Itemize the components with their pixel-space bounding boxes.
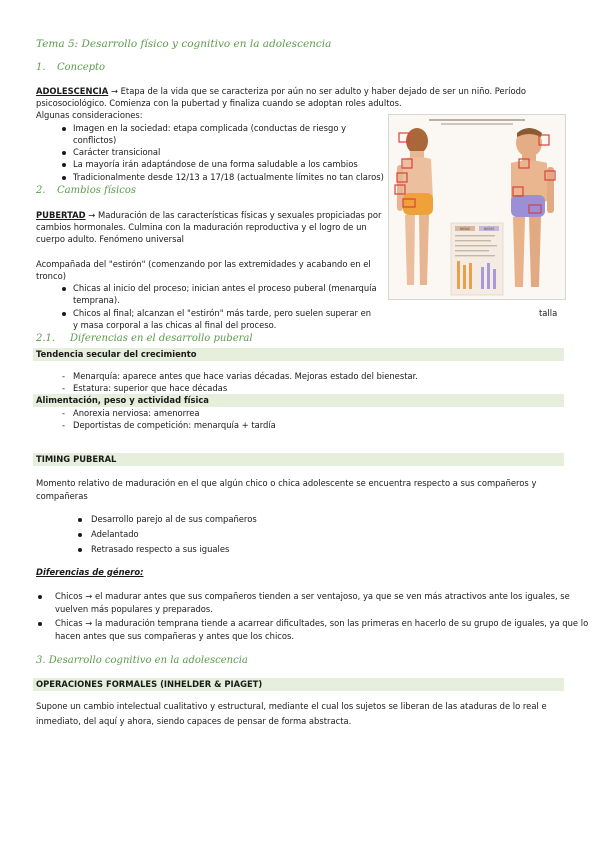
adolescencia-def2: psicosociológico. Comienza con la pubertad y finaliza cuando se adoptan roles adultos.	[36, 98, 402, 108]
adolescencia-line1	[36, 85, 526, 98]
gender-differences-heading: Diferencias de género:	[36, 567, 144, 577]
bullet-icon	[78, 518, 82, 522]
arrow-icon: →	[110, 86, 118, 96]
consideration-item: Tradicionalmente desde 12/13 a 17/18 (actualmente límites no tan claros)	[73, 172, 384, 182]
consideration-item: conflictos)	[73, 135, 117, 145]
timing-def2: compañeras	[36, 491, 88, 501]
bullet-icon	[62, 127, 66, 131]
boys-column-label: NIÑOS	[483, 227, 495, 231]
section1-heading: Concepto	[57, 62, 106, 73]
considerations-label: Algunas consideraciones:	[36, 110, 143, 120]
chicas-line1	[55, 617, 588, 630]
dash-icon: -	[62, 420, 66, 430]
chicos-label: Chicos	[55, 591, 83, 601]
nutrition-heading: Alimentación, peso y actividad física	[36, 395, 209, 405]
adolescencia-term: ADOLESCENCIA	[36, 86, 109, 96]
secular-item: Menarquía: aparece antes que hace varias décadas. Mejoras estado del bienestar.	[73, 371, 418, 381]
bullet-icon	[38, 622, 42, 626]
adolescencia-def1: Etapa de la vida que se caracteriza por aún no ser adulto y haber dejado de ser un niño. Período	[117, 86, 527, 96]
section2-heading: Cambios físicos	[57, 185, 137, 196]
bullet-icon	[62, 151, 66, 155]
chicas-label: Chicas	[55, 618, 83, 628]
girls-column-label: NIÑAS	[460, 227, 470, 231]
formal-operations-text2: inmediato, del aquí y ahora, siendo capaces de pensar de forma abstracta.	[36, 716, 352, 726]
estiron-line1: Acompañada del "estirón" (comenzando por las extremidades y acabando en el	[36, 259, 371, 269]
chicos-estiron-right: talla	[539, 308, 558, 318]
chicas-text1: la maduración temprana tiende a acarrear dificultades, son las primeras en hacerlo de su grupo de iguales, ya que lo	[92, 618, 589, 628]
section21-heading: Diferencias en el desarrollo puberal	[70, 333, 253, 344]
arrow-icon: →	[85, 591, 93, 601]
arrow-icon: →	[88, 210, 96, 220]
section2-number: 2.	[36, 185, 46, 196]
dash-icon: -	[62, 408, 66, 418]
pubertad-def2: cambios hormonales. Culmina con la maduración reproductiva y el logro de un	[36, 222, 367, 232]
arrow-icon: →	[85, 618, 93, 628]
development-stage-chart	[451, 223, 503, 295]
section3-heading: 3. Desarrollo cognitivo en la adolescencia	[36, 655, 248, 666]
bullet-icon	[62, 287, 66, 291]
bullet-icon	[38, 595, 42, 599]
document-title: Tema 5: Desarrollo físico y cognitivo en la adolescencia	[36, 38, 332, 50]
timing-item: Retrasado respecto a sus iguales	[91, 544, 230, 554]
secular-item: Estatura: superior que hace décadas	[73, 383, 228, 393]
nutrition-item: Anorexia nerviosa: amenorrea	[73, 408, 200, 418]
pubertad-term: PUBERTAD	[36, 210, 86, 220]
bullet-icon	[62, 176, 66, 180]
bullet-icon	[78, 533, 82, 537]
formal-operations-heading: OPERACIONES FORMALES (INHELDER & PIAGET)	[36, 679, 263, 689]
chicas-estiron-line1: Chicas al inicio del proceso; inician antes el proceso puberal (menarquía	[73, 283, 377, 293]
chicos-text1: el madurar antes que sus compañeros tienden a ser ventajoso, ya que se ven más atractivos ante los iguales, se	[92, 591, 570, 601]
timing-def1: Momento relativo de maduración en el que algún chico o chica adolescente se encuentra respecto a sus compañeros y	[36, 478, 537, 488]
pubertad-line1	[36, 209, 381, 222]
bullet-icon	[62, 312, 66, 316]
boy-figure	[511, 128, 554, 287]
consideration-item: Carácter transicional	[73, 147, 161, 157]
puberty-body-illustration	[388, 114, 566, 300]
section21-number: 2.1.	[36, 333, 56, 344]
chicos-estiron-line1: Chicos al final; alcanzan el "estirón" más tarde, pero suelen superar en	[73, 308, 372, 318]
estiron-line2: tronco)	[36, 271, 66, 281]
pubertad-def1: Maduración de las características físicas y sexuales propiciadas por	[95, 210, 382, 220]
chicas-line2: hacen antes que sus compañeras y antes que los chicos.	[55, 631, 295, 641]
consideration-item: La mayoría irán adaptándose de una forma saludable a los cambios	[73, 159, 358, 169]
chicos-estiron-line2: y masa corporal a las chicas al final del proceso.	[73, 320, 277, 330]
body-diagram-svg	[389, 115, 565, 299]
secular-trend-heading: Tendencia secular del crecimiento	[36, 349, 197, 359]
dash-icon: -	[62, 383, 66, 393]
chicos-line2: vuelven más populares y preparados.	[55, 604, 213, 614]
section1-number: 1.	[36, 62, 46, 73]
timing-item: Desarrollo parejo al de sus compañeros	[91, 514, 257, 524]
timing-item: Adelantado	[91, 529, 139, 539]
chicas-estiron-line2: temprana).	[73, 295, 120, 305]
timing-heading: TIMING PUBERAL	[36, 454, 117, 464]
dash-icon: -	[62, 371, 66, 381]
consideration-item: Imagen en la sociedad: etapa complicada (conductas de riesgo y	[73, 123, 347, 133]
bullet-icon	[78, 548, 82, 552]
nutrition-item: Deportistas de competición: menarquía + tardía	[73, 420, 276, 430]
pubertad-def3: cuerpo adulto. Fenómeno universal	[36, 234, 184, 244]
chicos-line1	[55, 590, 570, 603]
bullet-icon	[62, 163, 66, 167]
formal-operations-text1: Supone un cambio intelectual cualitativo y estructural, mediante el cual los sujetos se liberan de las ataduras de lo real e	[36, 701, 547, 711]
